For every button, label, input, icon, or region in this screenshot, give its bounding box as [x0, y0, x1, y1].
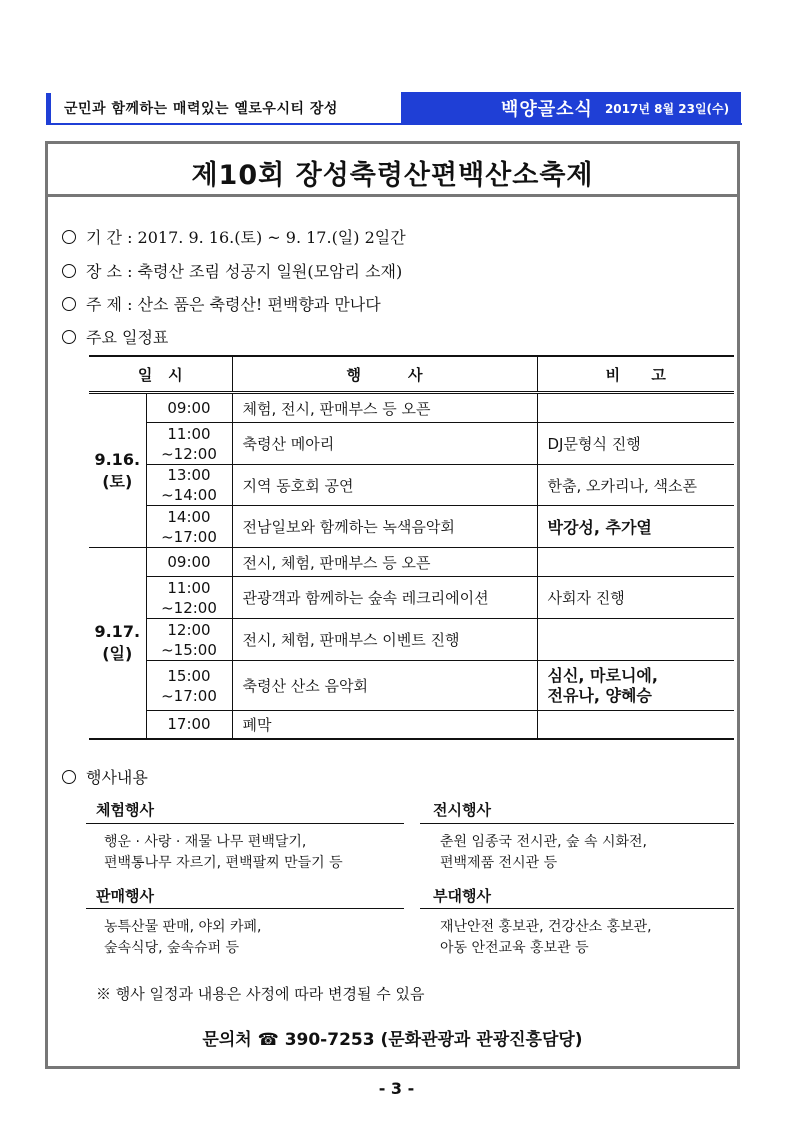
event-cell: 지역 동호회 공연	[232, 465, 537, 506]
event-title-exhibition: 전시행사	[433, 801, 491, 819]
circle-bullet-icon	[62, 230, 76, 244]
time-cell: 09:00	[146, 548, 232, 577]
page-number: - 3 -	[378, 1079, 415, 1098]
info-place: 장 소 : 축령산 조림 성공지 일원(모암리 소재)	[62, 259, 402, 282]
table-header-row	[89, 356, 734, 393]
event-cell: 관광객과 함께하는 숲속 레크리에이션	[232, 577, 537, 619]
time-cell: 14:00 ~17:00	[146, 506, 232, 548]
event-body-sales: 농특산물 판매, 야외 카페, 숲속식당, 숲속슈퍼 등	[104, 919, 262, 956]
event-cell: 전시, 체험, 판매부스 등 오픈	[232, 548, 537, 577]
note-cell	[537, 548, 734, 577]
issue-date: 2017년 8월 23일(수)	[604, 101, 730, 116]
event-divider	[420, 908, 734, 909]
info-schedule-heading: 주요 일정표	[62, 325, 168, 348]
time-cell: 13:00 ~14:00	[146, 465, 232, 506]
info-period: 기 간 : 2017. 9. 16.(토) ~ 9. 17.(일) 2일간	[62, 225, 406, 248]
event-title-experience: 체험행사	[96, 801, 154, 819]
event-cell: 축령산 산소 음악회	[232, 661, 537, 711]
header-accent-bar	[46, 93, 51, 123]
circle-bullet-icon	[62, 297, 76, 311]
time-cell: 12:00 ~15:00	[146, 619, 232, 661]
time-cell: 09:00	[146, 393, 232, 423]
note-cell: 사회자 진행	[537, 577, 734, 619]
day-cell-2: 9.17. (일)	[89, 548, 146, 739]
event-body-side: 재난안전 홍보관, 건강산소 홍보관, 아동 안전교육 홍보관 등	[440, 919, 652, 956]
header-brand-box	[401, 92, 741, 124]
event-body-experience: 행운 · 사랑 · 재물 나무 편백달기, 편백통나무 자르기, 편백팔찌 만들기 등	[104, 834, 343, 871]
event-cell: 축령산 메아리	[232, 423, 537, 465]
event-divider	[86, 908, 404, 909]
time-cell: 11:00 ~12:00	[146, 577, 232, 619]
table-row	[89, 711, 734, 739]
contact-info: 문의처 ☎ 390-7253 (문화관광과 관광진흥담당)	[202, 1030, 583, 1050]
newsletter-name: 백양골소식	[501, 99, 593, 120]
event-body-exhibition: 춘원 임종국 전시관, 숲 속 시화전, 편백제품 전시관 등	[440, 834, 647, 871]
event-title-sales: 판매행사	[96, 887, 154, 905]
info-theme: 주 제 : 산소 품은 축령산! 편백향과 만나다	[62, 292, 381, 315]
event-cell: 전남일보와 함께하는 녹색음악회	[232, 506, 537, 548]
table-row	[89, 506, 734, 548]
table-row	[89, 393, 734, 423]
circle-bullet-icon	[62, 264, 76, 278]
event-cell: 폐막	[232, 711, 537, 739]
header-slogan: 군민과 함께하는 매력있는 옐로우시티 장성	[64, 101, 338, 117]
note-cell: DJ문형식 진행	[537, 423, 734, 465]
event-divider	[86, 823, 404, 824]
time-cell: 15:00 ~17:00	[146, 661, 232, 711]
circle-bullet-icon	[62, 330, 76, 344]
table-row	[89, 548, 734, 577]
article-title: 제10회 장성축령산편백산소축제	[191, 160, 594, 191]
note-cell	[537, 711, 734, 739]
event-divider	[420, 823, 734, 824]
day-cell-1: 9.16. (토)	[89, 393, 146, 548]
time-cell: 17:00	[146, 711, 232, 739]
header-divider	[46, 123, 742, 125]
header-event: 행 사	[232, 356, 537, 393]
event-title-side: 부대행사	[433, 887, 491, 905]
circle-bullet-icon	[62, 770, 76, 784]
note-cell	[537, 619, 734, 661]
note-cell: 박강성, 추가열	[537, 506, 734, 548]
table-row	[89, 661, 734, 711]
header-datetime: 일 시	[89, 356, 232, 393]
table-row	[89, 423, 734, 465]
schedule-table	[89, 355, 734, 740]
events-heading: 행사내용	[62, 765, 148, 788]
table-row	[89, 465, 734, 506]
event-cell: 전시, 체험, 판매부스 이벤트 진행	[232, 619, 537, 661]
header-remarks: 비 고	[537, 356, 734, 393]
note-cell: 심신, 마로니에, 전유나, 양혜승	[537, 661, 734, 711]
note-cell	[537, 393, 734, 423]
schedule-change-note: ※ 행사 일정과 내용은 사정에 따라 변경될 수 있음	[96, 985, 425, 1003]
event-cell: 체험, 전시, 판매부스 등 오픈	[232, 393, 537, 423]
table-row	[89, 619, 734, 661]
time-cell: 11:00 ~12:00	[146, 423, 232, 465]
note-cell: 한춤, 오카리나, 색소폰	[537, 465, 734, 506]
table-row	[89, 577, 734, 619]
